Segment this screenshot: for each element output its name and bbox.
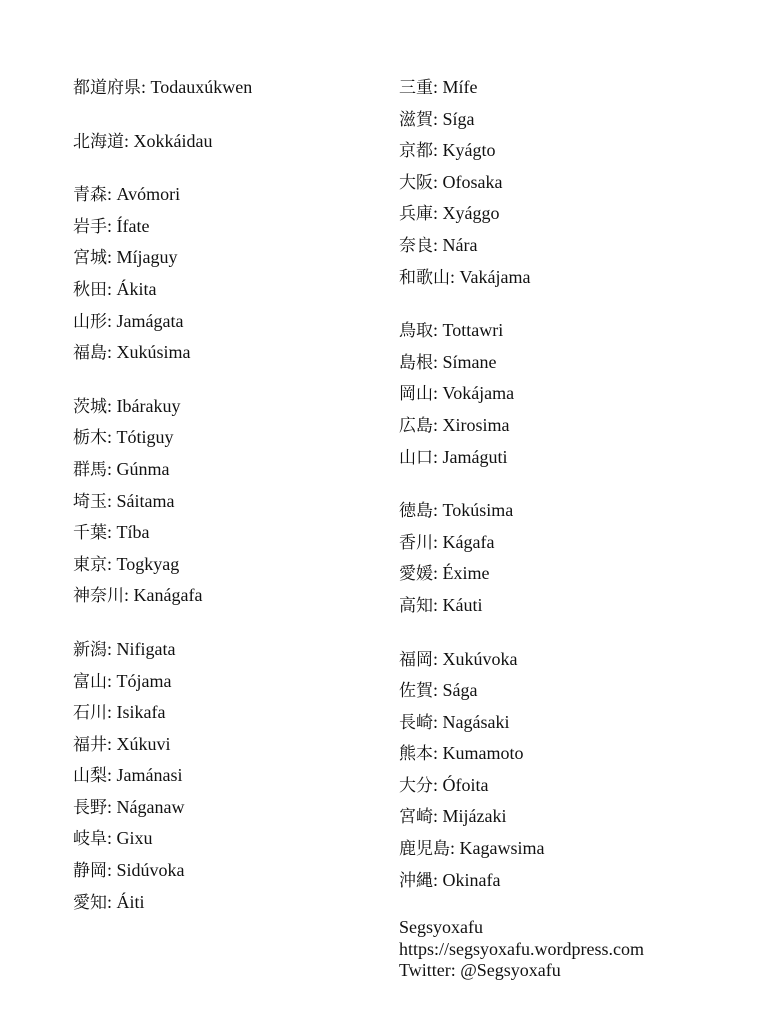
separator: : bbox=[433, 383, 443, 404]
prefecture-kanji: 愛知 bbox=[73, 892, 107, 913]
prefecture-group bbox=[399, 495, 749, 621]
prefecture-romaji: Sága bbox=[442, 680, 478, 701]
prefecture-romaji: Jamágata bbox=[116, 310, 184, 331]
prefecture-entry bbox=[73, 179, 383, 211]
separator: : bbox=[107, 891, 117, 912]
prefecture-romaji: Kanágafa bbox=[133, 585, 203, 606]
right-column bbox=[399, 72, 749, 918]
prefecture-romaji: Náganaw bbox=[116, 796, 185, 817]
prefecture-group bbox=[399, 72, 749, 293]
prefecture-romaji: Mijázaki bbox=[442, 806, 507, 827]
prefecture-romaji: Gixu bbox=[116, 828, 153, 849]
separator: : bbox=[107, 278, 117, 299]
prefecture-romaji: Sidúvoka bbox=[116, 860, 185, 881]
prefecture-kanji: 福井 bbox=[73, 734, 107, 755]
separator: : bbox=[433, 171, 443, 192]
prefecture-romaji: Gúnma bbox=[116, 458, 170, 479]
prefecture-entry bbox=[399, 72, 749, 104]
prefecture-entry bbox=[399, 644, 749, 676]
prefecture-romaji: Jamáguti bbox=[442, 446, 508, 467]
prefecture-entry bbox=[73, 337, 383, 369]
prefecture-romaji: Kagawsima bbox=[459, 838, 545, 859]
prefecture-kanji: 東京 bbox=[73, 554, 107, 575]
separator: : bbox=[433, 648, 443, 669]
prefecture-entry bbox=[399, 442, 749, 474]
prefecture-romaji: Togkyag bbox=[116, 553, 180, 574]
prefecture-entry bbox=[73, 549, 383, 581]
prefecture-romaji: Isikafa bbox=[116, 702, 166, 723]
prefecture-romaji: Nifigata bbox=[116, 638, 176, 659]
prefecture-romaji: Nára bbox=[442, 234, 478, 255]
prefecture-kanji: 長野 bbox=[73, 797, 107, 818]
prefecture-romaji: Mífe bbox=[442, 77, 478, 97]
prefecture-kanji: 宮城 bbox=[73, 248, 107, 269]
prefecture-romaji: Kyágto bbox=[442, 140, 496, 161]
separator: : bbox=[107, 427, 117, 448]
separator: : bbox=[450, 266, 460, 287]
separator: : bbox=[107, 828, 117, 849]
prefecture-entry bbox=[399, 410, 749, 442]
prefecture-entry bbox=[73, 72, 383, 104]
prefecture-entry bbox=[73, 126, 383, 158]
prefecture-entry bbox=[73, 666, 383, 698]
separator: : bbox=[433, 320, 443, 341]
prefecture-entry bbox=[73, 486, 383, 518]
prefecture-entry bbox=[399, 378, 749, 410]
prefecture-kanji: 静岡 bbox=[73, 861, 107, 882]
prefecture-romaji: Jamánasi bbox=[116, 765, 183, 786]
prefecture-kanji: 佐賀 bbox=[399, 681, 433, 702]
separator: : bbox=[433, 500, 443, 521]
separator: : bbox=[433, 563, 443, 584]
prefecture-kanji: 群馬 bbox=[73, 459, 107, 480]
prefecture-kanji: 熊本 bbox=[399, 744, 433, 765]
prefecture-group bbox=[399, 644, 749, 897]
prefecture-kanji: 石川 bbox=[73, 703, 107, 724]
prefecture-entry bbox=[73, 211, 383, 243]
prefecture-entry bbox=[399, 262, 749, 294]
prefecture-kanji: 奈良 bbox=[399, 235, 433, 256]
separator: : bbox=[433, 77, 443, 97]
prefecture-entry bbox=[73, 887, 383, 919]
prefecture-romaji: Síga bbox=[442, 108, 475, 129]
prefecture-romaji: Ákita bbox=[116, 278, 157, 299]
prefecture-kanji: 栃木 bbox=[73, 428, 107, 449]
prefecture-group bbox=[73, 126, 383, 158]
separator: : bbox=[433, 680, 443, 701]
prefecture-entry bbox=[399, 558, 749, 590]
prefecture-kanji: 茨城 bbox=[73, 396, 107, 417]
separator: : bbox=[433, 594, 443, 615]
prefecture-group bbox=[73, 391, 383, 612]
prefecture-romaji: Vokájama bbox=[442, 383, 515, 404]
prefecture-entry bbox=[399, 347, 749, 379]
prefecture-romaji: Ibárakuy bbox=[116, 395, 181, 416]
prefecture-kanji: 北海道 bbox=[73, 131, 124, 152]
prefecture-kanji: 京都 bbox=[399, 141, 433, 162]
prefecture-kanji: 青森 bbox=[73, 185, 107, 206]
separator: : bbox=[107, 553, 117, 574]
prefecture-entry bbox=[399, 135, 749, 167]
separator: : bbox=[107, 215, 117, 236]
separator: : bbox=[107, 765, 117, 786]
separator: : bbox=[107, 458, 117, 479]
prefecture-kanji: 和歌山 bbox=[399, 267, 450, 288]
separator: : bbox=[433, 234, 443, 255]
prefecture-kanji: 大分 bbox=[399, 775, 433, 796]
prefecture-group bbox=[399, 315, 749, 473]
prefecture-kanji: 新潟 bbox=[73, 639, 107, 660]
prefecture-kanji: 岡山 bbox=[399, 384, 433, 405]
credits-url: https://segsyoxafu.wordpress.com bbox=[399, 938, 644, 959]
separator: : bbox=[141, 77, 151, 97]
prefecture-romaji: Kágafa bbox=[442, 531, 495, 552]
prefecture-kanji: 長崎 bbox=[399, 712, 433, 733]
separator: : bbox=[433, 414, 443, 435]
prefecture-romaji: Tójama bbox=[116, 670, 172, 691]
separator: : bbox=[433, 446, 443, 467]
prefecture-kanji: 大阪 bbox=[399, 172, 433, 193]
credits-block bbox=[399, 917, 644, 982]
separator: : bbox=[107, 310, 117, 331]
separator: : bbox=[107, 184, 117, 205]
prefecture-entry bbox=[399, 675, 749, 707]
prefecture-romaji: Ófoita bbox=[442, 774, 489, 795]
separator: : bbox=[433, 140, 443, 161]
prefecture-kanji: 香川 bbox=[399, 532, 433, 553]
prefecture-kanji: 福岡 bbox=[399, 649, 433, 670]
separator: : bbox=[107, 733, 117, 754]
prefecture-kanji: 山口 bbox=[399, 447, 433, 468]
prefecture-romaji: Káuti bbox=[442, 594, 483, 615]
prefecture-entry bbox=[399, 527, 749, 559]
prefecture-entry bbox=[399, 833, 749, 865]
separator: : bbox=[107, 522, 117, 543]
prefecture-kanji: 広島 bbox=[399, 415, 433, 436]
prefecture-kanji: 埼玉 bbox=[73, 491, 107, 512]
prefecture-romaji: Nagásaki bbox=[442, 711, 510, 732]
prefecture-entry bbox=[73, 760, 383, 792]
prefecture-romaji: Ofosaka bbox=[442, 171, 503, 192]
separator: : bbox=[433, 108, 443, 129]
prefecture-entry bbox=[73, 242, 383, 274]
prefecture-entry bbox=[399, 590, 749, 622]
prefecture-kanji: 高知 bbox=[399, 595, 433, 616]
prefecture-entry bbox=[73, 454, 383, 486]
separator: : bbox=[107, 860, 117, 881]
prefecture-romaji: Vakájama bbox=[459, 266, 531, 287]
prefecture-kanji: 宮崎 bbox=[399, 807, 433, 828]
separator: : bbox=[450, 838, 460, 859]
separator: : bbox=[107, 702, 117, 723]
separator: : bbox=[124, 585, 134, 606]
prefecture-romaji: Xukúvoka bbox=[442, 648, 518, 669]
prefecture-kanji: 沖縄 bbox=[399, 870, 433, 891]
prefecture-entry bbox=[73, 823, 383, 855]
prefecture-kanji: 三重 bbox=[399, 78, 433, 98]
separator: : bbox=[107, 342, 117, 363]
separator: : bbox=[433, 531, 443, 552]
prefecture-entry bbox=[399, 707, 749, 739]
prefecture-entry bbox=[73, 274, 383, 306]
prefecture-entry bbox=[73, 391, 383, 423]
prefecture-kanji: 千葉 bbox=[73, 523, 107, 544]
credits-twitter: Twitter: @Segsyoxafu bbox=[399, 960, 561, 980]
separator: : bbox=[433, 806, 443, 827]
prefecture-entry bbox=[73, 697, 383, 729]
prefecture-entry bbox=[73, 855, 383, 887]
separator: : bbox=[107, 796, 117, 817]
prefecture-romaji: Tottawri bbox=[442, 320, 504, 341]
prefecture-romaji: Todauxúkwen bbox=[150, 77, 253, 97]
separator: : bbox=[107, 395, 117, 416]
prefecture-entry bbox=[399, 104, 749, 136]
separator: : bbox=[107, 670, 117, 691]
separator: : bbox=[433, 711, 443, 732]
prefecture-romaji: Ífate bbox=[116, 215, 150, 236]
prefecture-entry bbox=[73, 517, 383, 549]
prefecture-romaji: Xukúsima bbox=[116, 342, 191, 363]
prefecture-romaji: Xyággo bbox=[442, 203, 500, 224]
prefecture-entry bbox=[399, 167, 749, 199]
prefecture-romaji: Éxime bbox=[442, 563, 490, 584]
prefecture-group bbox=[73, 634, 383, 918]
prefecture-entry bbox=[73, 634, 383, 666]
prefecture-kanji: 岐阜 bbox=[73, 829, 107, 850]
prefecture-kanji: 山梨 bbox=[73, 766, 107, 787]
prefecture-kanji: 鹿児島 bbox=[399, 839, 450, 860]
prefecture-romaji: Kumamoto bbox=[442, 743, 524, 764]
prefecture-kanji: 都道府県 bbox=[73, 78, 141, 98]
prefecture-romaji: Tokúsima bbox=[442, 500, 514, 521]
prefecture-kanji: 島根 bbox=[399, 352, 433, 373]
prefecture-kanji: 富山 bbox=[73, 671, 107, 692]
prefecture-romaji: Xirosima bbox=[442, 414, 510, 435]
separator: : bbox=[433, 774, 443, 795]
separator: : bbox=[124, 130, 134, 151]
prefecture-entry bbox=[73, 580, 383, 612]
separator: : bbox=[433, 869, 443, 890]
prefecture-entry bbox=[399, 495, 749, 527]
separator: : bbox=[107, 247, 117, 268]
separator: : bbox=[433, 203, 443, 224]
prefecture-kanji: 岩手 bbox=[73, 216, 107, 237]
prefecture-entry bbox=[399, 738, 749, 770]
prefecture-entry bbox=[73, 729, 383, 761]
left-column bbox=[73, 72, 383, 940]
prefecture-romaji: Avómori bbox=[116, 184, 181, 205]
prefecture-group bbox=[73, 179, 383, 369]
prefecture-kanji: 秋田 bbox=[73, 279, 107, 300]
prefecture-group bbox=[73, 72, 383, 104]
prefecture-kanji: 滋賀 bbox=[399, 109, 433, 130]
prefecture-entry bbox=[399, 801, 749, 833]
prefecture-entry bbox=[399, 315, 749, 347]
prefecture-entry bbox=[73, 422, 383, 454]
prefecture-kanji: 福島 bbox=[73, 343, 107, 364]
prefecture-kanji: 山形 bbox=[73, 311, 107, 332]
prefecture-romaji: Xúkuvi bbox=[116, 733, 171, 754]
prefecture-kanji: 鳥取 bbox=[399, 321, 433, 342]
prefecture-entry bbox=[73, 792, 383, 824]
prefecture-romaji: Tótiguy bbox=[116, 427, 174, 448]
prefecture-kanji: 愛媛 bbox=[399, 564, 433, 585]
separator: : bbox=[107, 638, 117, 659]
prefecture-entry bbox=[73, 306, 383, 338]
prefecture-kanji: 徳島 bbox=[399, 501, 433, 522]
separator: : bbox=[433, 351, 443, 372]
prefecture-entry bbox=[399, 865, 749, 897]
prefecture-entry bbox=[399, 230, 749, 262]
separator: : bbox=[433, 743, 443, 764]
prefecture-entry bbox=[399, 198, 749, 230]
prefecture-romaji: Xokkáidau bbox=[133, 130, 213, 151]
prefecture-kanji: 兵庫 bbox=[399, 204, 433, 225]
prefecture-romaji: Tíba bbox=[116, 522, 150, 543]
prefecture-entry bbox=[399, 770, 749, 802]
credits-name: Segsyoxafu bbox=[399, 917, 483, 937]
prefecture-romaji: Okinafa bbox=[442, 869, 501, 890]
prefecture-romaji: Sáitama bbox=[116, 490, 175, 511]
prefecture-romaji: Míjaguy bbox=[116, 247, 178, 268]
prefecture-romaji: Símane bbox=[442, 351, 497, 372]
separator: : bbox=[107, 490, 117, 511]
prefecture-kanji: 神奈川 bbox=[73, 586, 124, 607]
prefecture-romaji: Áiti bbox=[116, 891, 145, 912]
